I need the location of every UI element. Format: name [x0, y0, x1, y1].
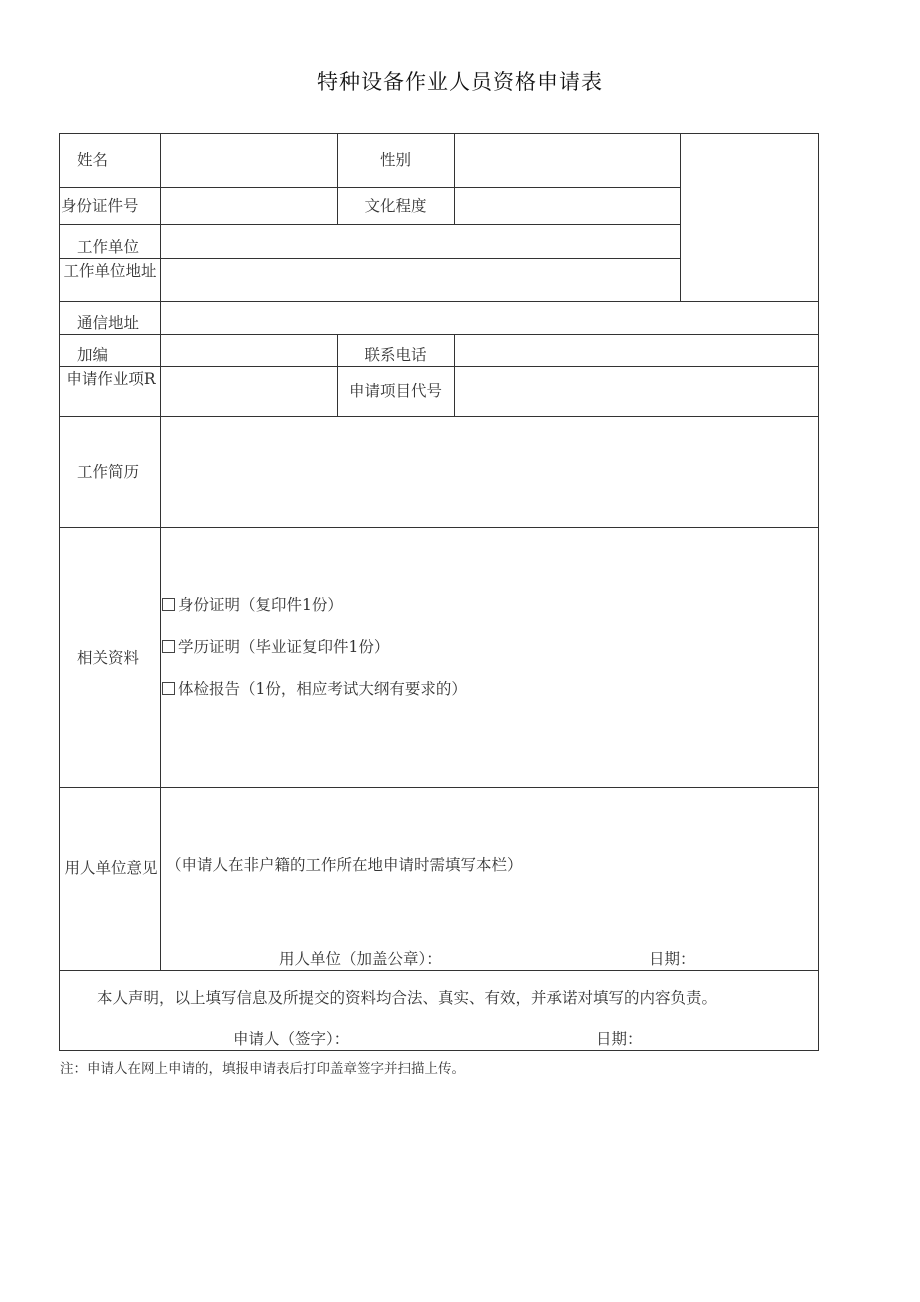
- row-divider: [59, 301, 819, 302]
- row-divider: [59, 527, 819, 528]
- declaration-date-label: 日期：: [596, 1030, 643, 1048]
- row-divider: [59, 334, 819, 335]
- row-divider: [59, 416, 819, 417]
- work-unit-label: 工作单位: [77, 238, 140, 256]
- material-item: 学历证明（毕业证复印件1份）: [162, 637, 389, 657]
- row-divider: [59, 366, 819, 367]
- row-divider: [59, 970, 819, 971]
- checkbox-icon[interactable]: [162, 598, 175, 611]
- employer-date-label: 日期：: [649, 950, 696, 968]
- form-title: 特种设备作业人员资格申请表: [317, 70, 603, 94]
- table-border-bottom: [59, 1050, 819, 1051]
- education-label: 文化程度: [364, 197, 427, 215]
- materials-label: 相关资料: [77, 649, 140, 667]
- table-border-left: [59, 133, 60, 1051]
- row-divider: [59, 187, 681, 188]
- table-border-right: [818, 133, 819, 1051]
- material-item: 身份证明（复印件1份）: [162, 595, 343, 615]
- gender-label: 性别: [379, 151, 411, 169]
- apply-item-label: 申请作业项R: [66, 370, 156, 388]
- table-border-top: [59, 133, 819, 134]
- checkbox-icon[interactable]: [162, 682, 175, 695]
- row-divider: [59, 224, 681, 225]
- label-column-divider: [160, 133, 161, 970]
- row-divider: [59, 258, 681, 259]
- signature-label: 申请人（签字）：: [233, 1030, 350, 1048]
- employer-stamp-label: 用人单位（加盖公章）：: [279, 950, 442, 968]
- phone-label: 联系电话: [364, 346, 427, 364]
- column-divider: [454, 133, 455, 224]
- material-item: 体检报告（1份，相应考试大纲有要求的）: [162, 679, 467, 699]
- item-code-label: 申请项目代号: [348, 382, 442, 400]
- employer-hint: （申请人在非户籍的工作所在地申请时需填写本栏）: [166, 856, 523, 874]
- id-number-label: 身份证件号: [61, 197, 139, 215]
- declaration-text: 本人声明，以上填写信息及所提交的资料均合法、真实、有效，并承诺对填写的内容负责。: [97, 989, 718, 1007]
- employer-opinion-label: 用人单位意见: [64, 859, 158, 877]
- footnote: 注：申请人在网上申请的，填报申请表后打印盖章签字并扫描上传。: [60, 1061, 465, 1077]
- work-unit-address-label: 工作单位地址: [63, 262, 157, 280]
- work-history-label: 工作简历: [77, 463, 140, 481]
- application-form-table: [59, 133, 819, 1051]
- checkbox-icon[interactable]: [162, 640, 175, 653]
- name-label: 姓名: [77, 151, 109, 169]
- column-divider: [454, 334, 455, 416]
- photo-box-divider: [680, 133, 681, 301]
- postcode-label: 加编: [77, 346, 109, 364]
- row-divider: [59, 787, 819, 788]
- mail-address-label: 通信地址: [77, 314, 140, 332]
